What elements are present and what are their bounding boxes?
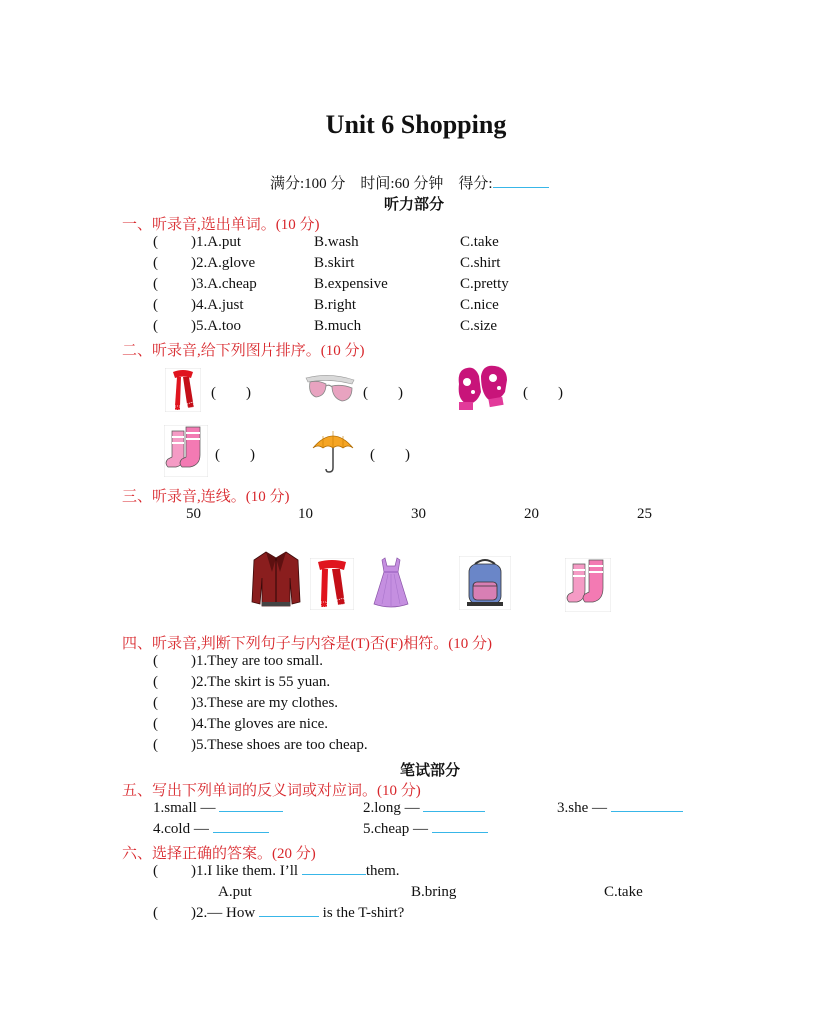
answer-paren[interactable]: ( (153, 905, 158, 921)
score-label: 得分: (458, 176, 493, 192)
antonym-item: 5.cheap — (363, 821, 488, 838)
choice-c: C.shirt (460, 255, 501, 271)
listening-part-heading: 听力部分 (384, 195, 445, 213)
answer-paren[interactable]: ( (153, 653, 158, 669)
answer-paren[interactable]: ( (153, 695, 158, 711)
price-label: 50 (186, 506, 201, 522)
statement: )2.The skirt is 55 yuan. (191, 674, 331, 690)
answer-blank[interactable] (213, 831, 269, 833)
answer-paren[interactable]: ( (153, 234, 158, 250)
scarf-icon (310, 558, 354, 610)
section-5-heading: 五、写出下列单词的反义词或对应词。(10 分) (122, 783, 421, 799)
statement: )5.These shoes are too cheap. (191, 737, 368, 753)
sunglasses-icon (304, 370, 356, 406)
answer-paren[interactable]: ( (153, 276, 158, 292)
choice-a: )1.A.put (191, 234, 241, 250)
meta-line (270, 172, 549, 193)
antonym-item: 1.small — (153, 800, 283, 817)
answer-blank[interactable] (611, 810, 683, 812)
full-score: 满分:100 分 (270, 176, 346, 192)
writing-part-heading: 笔试部分 (400, 761, 461, 779)
antonym-item: 4.cold — (153, 821, 269, 838)
answer-blank[interactable] (302, 873, 366, 875)
order-blank-4[interactable]: ( ) (215, 447, 255, 463)
option-a[interactable]: A.put (218, 884, 252, 900)
question-2: )2.— How is the T-shirt? (191, 905, 405, 921)
answer-blank[interactable] (259, 915, 319, 917)
answer-blank[interactable] (219, 810, 283, 812)
section-2-heading: 二、听录音,给下列图片排序。(10 分) (122, 343, 365, 359)
socks-icon (164, 425, 208, 477)
answer-paren[interactable]: ( (153, 255, 158, 271)
choice-c: C.take (460, 234, 499, 250)
socks-icon (565, 558, 611, 612)
choice-a: )2.A.glove (191, 255, 256, 271)
page-title: Unit 6 Shopping (325, 110, 507, 139)
question-1: )1.I like them. I’ll them. (191, 863, 400, 879)
order-blank-2[interactable]: ( ) (363, 385, 403, 401)
backpack-icon (459, 556, 511, 610)
choice-c: C.pretty (460, 276, 509, 292)
answer-paren[interactable]: ( (153, 674, 158, 690)
answer-blank[interactable] (432, 831, 488, 833)
antonym-item: 3.she — (557, 800, 683, 817)
gloves-icon (453, 362, 511, 412)
choice-a: )3.A.cheap (191, 276, 257, 292)
order-blank-5[interactable]: ( ) (370, 447, 410, 463)
time-limit: 时间:60 分钟 (360, 176, 444, 192)
antonym-item: 2.long — (363, 800, 485, 817)
answer-paren[interactable]: ( (153, 318, 158, 334)
section-6-heading: 六、选择正确的答案。(20 分) (122, 846, 316, 862)
price-label: 10 (298, 506, 313, 522)
answer-paren[interactable]: ( (153, 737, 158, 753)
choice-b: B.skirt (314, 255, 355, 271)
choice-b: B.right (314, 297, 357, 313)
choice-a: )5.A.too (191, 318, 241, 334)
choice-b: B.much (314, 318, 362, 334)
choice-b: B.wash (314, 234, 359, 250)
answer-paren[interactable]: ( (153, 716, 158, 732)
option-b[interactable]: B.bring (411, 884, 457, 900)
jacket-icon (250, 548, 302, 610)
option-c[interactable]: C.take (604, 884, 643, 900)
statement: )4.The gloves are nice. (191, 716, 329, 732)
choice-a: )4.A.just (191, 297, 244, 313)
section-1-heading: 一、听录音,选出单词。(10 分) (122, 217, 320, 233)
price-label: 25 (637, 506, 652, 522)
score-blank[interactable] (493, 186, 549, 188)
choice-c: C.nice (460, 297, 499, 313)
order-blank-1[interactable]: ( ) (211, 385, 251, 401)
section-3-heading: 三、听录音,连线。(10 分) (122, 489, 290, 505)
umbrella-icon (311, 428, 355, 474)
statement: )1.They are too small. (191, 653, 324, 669)
order-blank-3[interactable]: ( ) (523, 385, 563, 401)
answer-paren[interactable]: ( (153, 863, 158, 879)
price-label: 30 (411, 506, 426, 522)
choice-b: B.expensive (314, 276, 388, 292)
section-4-heading: 四、听录音,判断下列句子与内容是(T)否(F)相符。(10 分) (122, 636, 492, 652)
answer-blank[interactable] (423, 810, 485, 812)
dress-icon (370, 556, 412, 610)
choice-c: C.size (460, 318, 498, 334)
scarf-icon (165, 368, 201, 412)
price-label: 20 (524, 506, 539, 522)
answer-paren[interactable]: ( (153, 297, 158, 313)
statement: )3.These are my clothes. (191, 695, 339, 711)
